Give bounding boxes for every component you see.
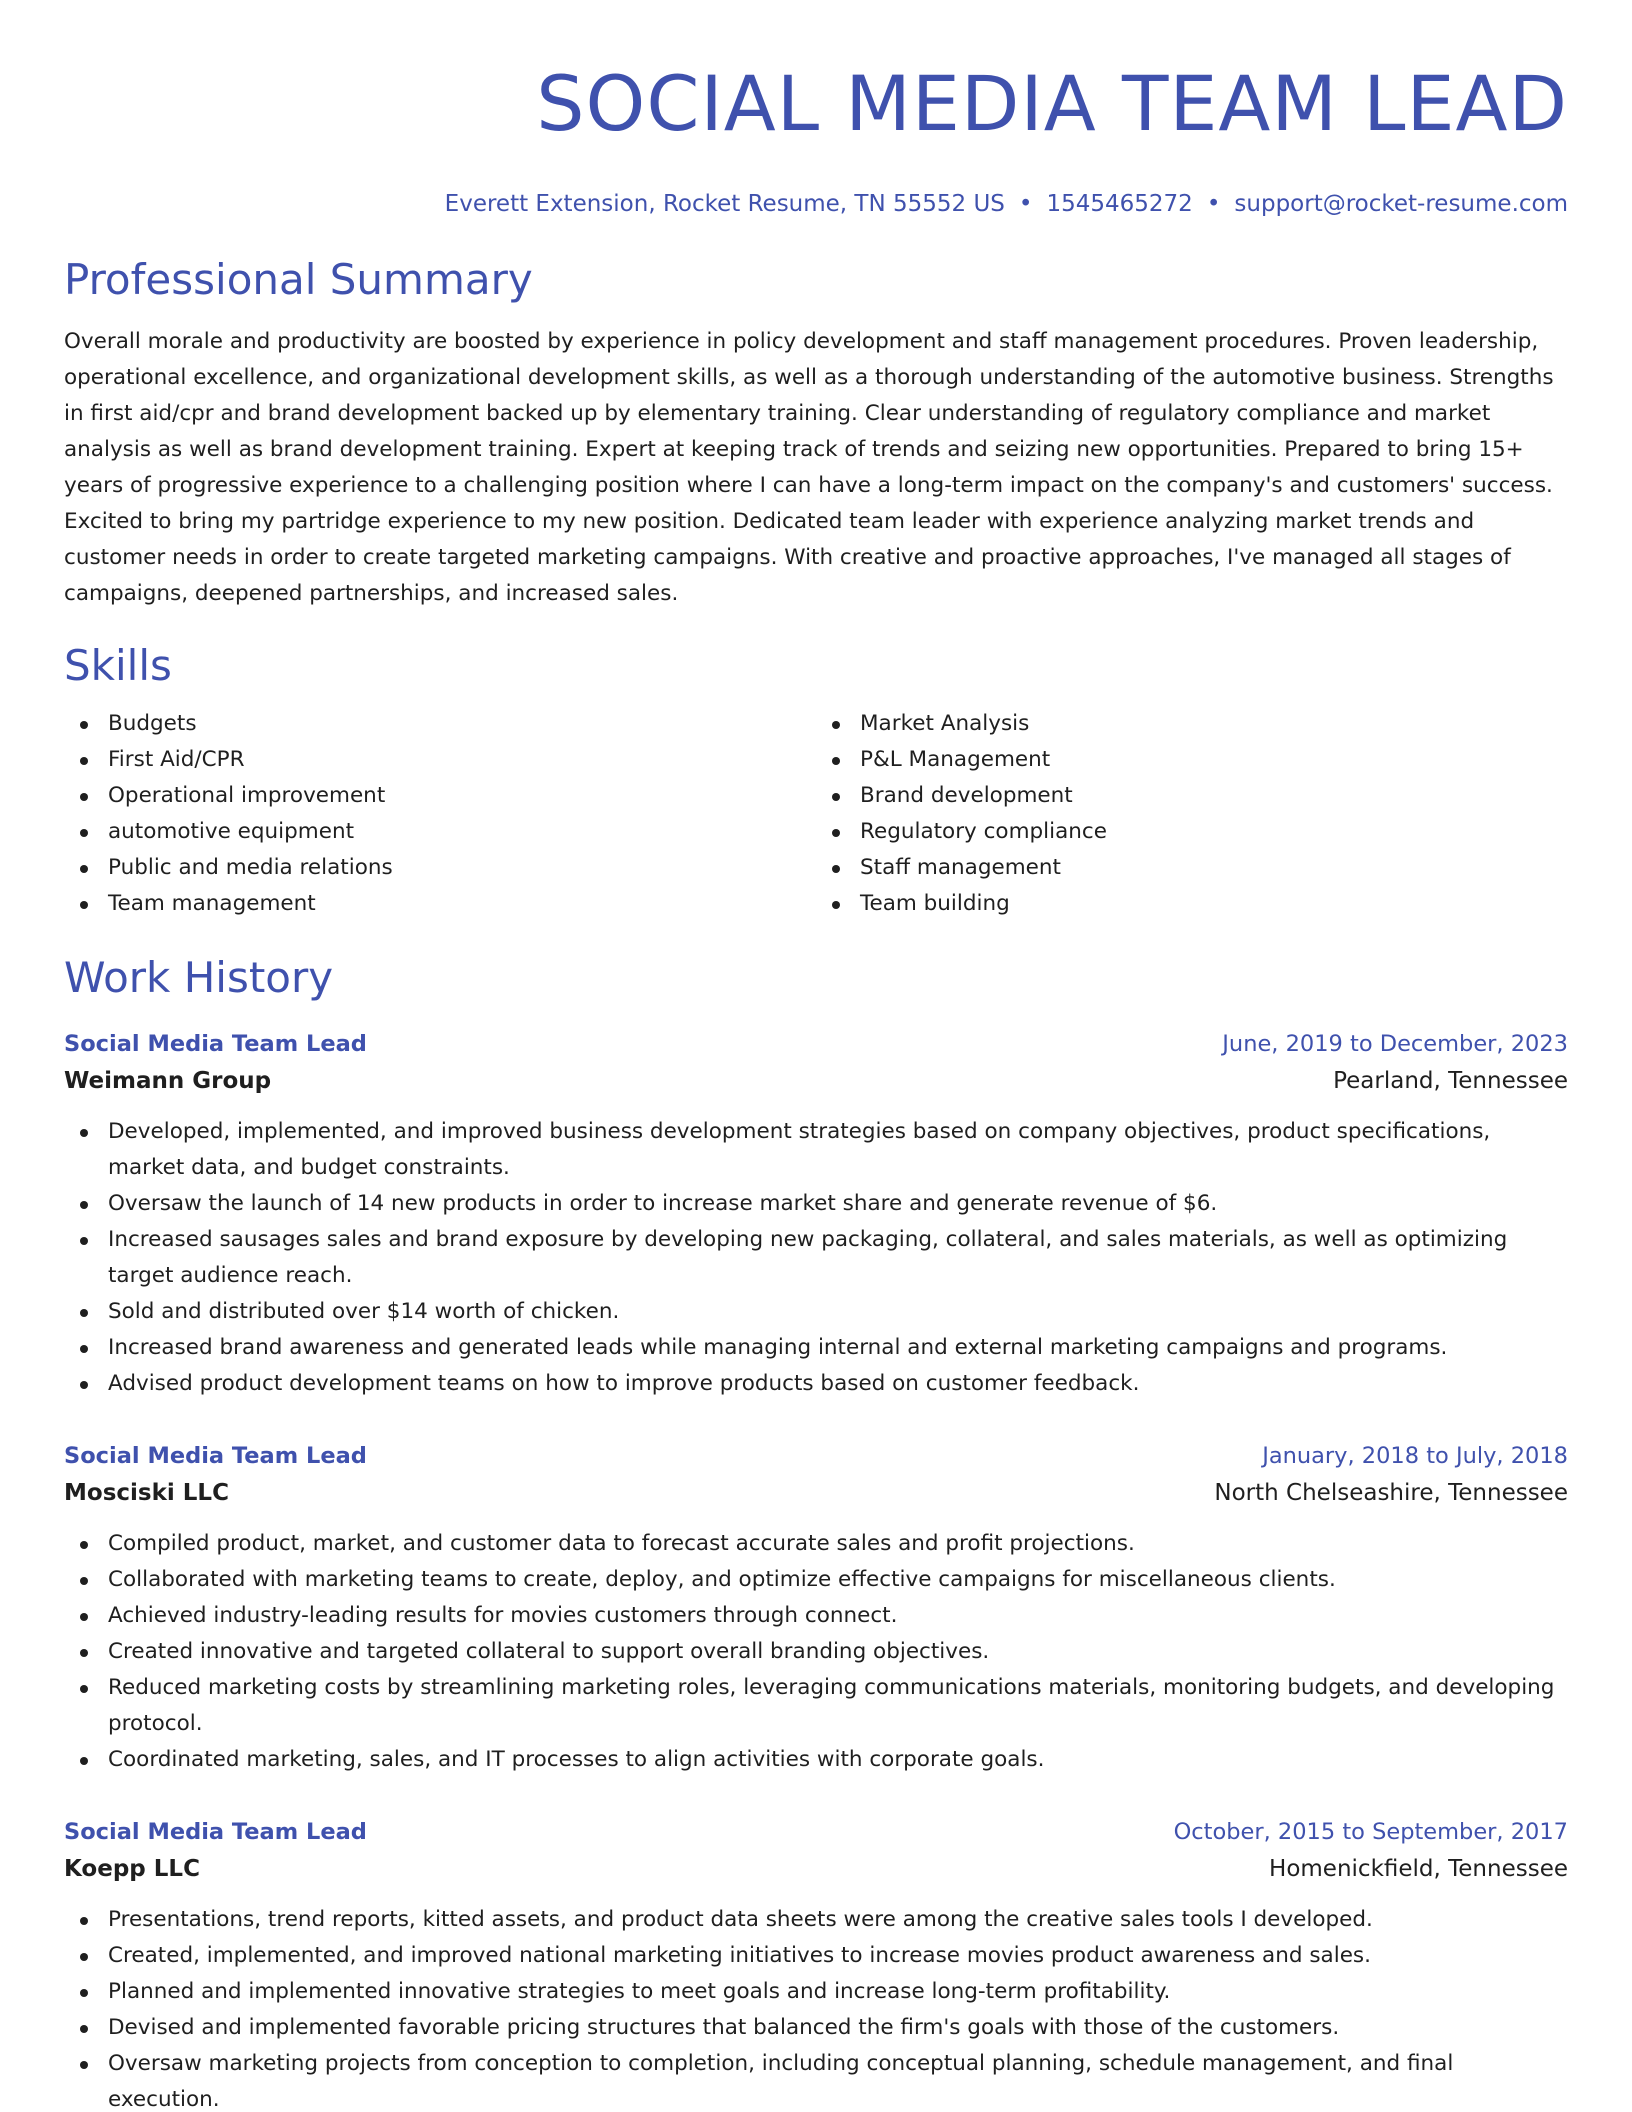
job-bullet: Achieved industry-leading results for movies customers through connect. xyxy=(64,1598,1568,1634)
skills-heading: Skills xyxy=(64,641,172,690)
skill-item: Team management xyxy=(64,886,816,922)
job-location: Pearland, Tennessee xyxy=(1333,1068,1568,1094)
skills-list xyxy=(64,706,1568,922)
contact-separator: • xyxy=(1206,191,1221,217)
skills-column-right xyxy=(816,706,1568,922)
job-title-row xyxy=(64,1814,1568,1850)
skill-item: Brand development xyxy=(816,778,1568,814)
job-bullet: Created innovative and targeted collateral to support overall branding objectives. xyxy=(64,1634,1568,1670)
job-bullet: Increased sausages sales and brand exposure by developing new packaging, collateral, and sales materials, as well as optimizing target audience reach. xyxy=(64,1222,1568,1294)
contact-phone: 1545465272 xyxy=(1046,191,1193,217)
summary-text: Overall morale and productivity are boosted by experience in policy development and staff management procedures. Proven leadership, operational excellence, and organizational development skills, as well as a thorough understanding of the automotive business. Strengths in first aid/cpr and brand development backed up by elementary training. Clear understanding of regulatory compliance and market analysis as well as brand development training. Expert at keeping track of trends and seizing new opportunities. Prepared to bring 15+ years of progressive experience to a challenging position where I can have a long-term impact on the company's and customers' success. Excited to bring my partridge experience to my new position. Dedicated team leader with experience analyzing market trends and customer needs in order to create targeted marketing campaigns. With creative and proactive approaches, I've managed all stages of campaigns, deepened partnerships, and increased sales. xyxy=(64,329,1554,606)
skill-item: Public and media relations xyxy=(64,850,816,886)
skills-column-left xyxy=(64,706,816,922)
job-title-row xyxy=(64,1438,1568,1474)
skill-item: Staff management xyxy=(816,850,1568,886)
job-title: Social Media Team Lead xyxy=(64,1031,367,1057)
contact-email: support@rocket-resume.com xyxy=(1234,191,1568,217)
job-title: Social Media Team Lead xyxy=(64,1443,367,1469)
job-bullet: Oversaw marketing projects from conception to completion, including conceptual planning, schedule management, and final execution. xyxy=(64,2046,1568,2112)
job-company: Koepp LLC xyxy=(64,1856,200,1882)
job-company-row xyxy=(64,1474,1568,1512)
job-entry xyxy=(64,1438,1568,1778)
job-dates: January, 2018 to July, 2018 xyxy=(1262,1443,1568,1469)
job-bullet: Developed, implemented, and improved business development strategies based on company objectives, product specifications, market data, and budget constraints. xyxy=(64,1114,1568,1186)
contact-address: Everett Extension, Rocket Resume, TN 55552 US xyxy=(444,191,1005,217)
job-dates: October, 2015 to September, 2017 xyxy=(1173,1819,1568,1845)
contact-separator: • xyxy=(1018,191,1033,217)
job-bullet: Oversaw the launch of 14 new products in order to increase market share and generate revenue of $6. xyxy=(64,1186,1568,1222)
skill-item: Budgets xyxy=(64,706,816,742)
job-entry xyxy=(64,1814,1568,2112)
job-title: Social Media Team Lead xyxy=(64,1819,367,1845)
job-entry xyxy=(64,1026,1568,1402)
job-bullet: Collaborated with marketing teams to create, deploy, and optimize effective campaigns for miscellaneous clients. xyxy=(64,1562,1568,1598)
job-location: Homenickfield, Tennessee xyxy=(1269,1856,1568,1882)
summary-heading: Professional Summary xyxy=(64,255,533,304)
job-bullet: Presentations, trend reports, kitted assets, and product data sheets were among the creative sales tools I developed. xyxy=(64,1902,1568,1938)
skill-item: Market Analysis xyxy=(816,706,1568,742)
skill-item: automotive equipment xyxy=(64,814,816,850)
job-company-row xyxy=(64,1850,1568,1888)
job-bullet: Planned and implemented innovative strategies to meet goals and increase long-term profitability. xyxy=(64,1974,1568,2010)
job-bullet: Created, implemented, and improved national marketing initiatives to increase movies product awareness and sales. xyxy=(64,1938,1568,1974)
resume-header xyxy=(64,0,1568,220)
skill-item: First Aid/CPR xyxy=(64,742,816,778)
work-history-heading: Work History xyxy=(64,953,334,1002)
skill-item: Operational improvement xyxy=(64,778,816,814)
resume-name: SOCIAL MEDIA TEAM LEAD xyxy=(536,59,1568,148)
job-company-row xyxy=(64,1062,1568,1100)
job-bullet: Coordinated marketing, sales, and IT processes to align activities with corporate goals. xyxy=(64,1742,1568,1778)
skill-item: P&L Management xyxy=(816,742,1568,778)
job-bullet: Devised and implemented favorable pricing structures that balanced the firm's goals with those of the customers. xyxy=(64,2010,1568,2046)
job-bullet: Advised product development teams on how to improve products based on customer feedback. xyxy=(64,1366,1568,1402)
job-bullet: Increased brand awareness and generated leads while managing internal and external marketing campaigns and programs. xyxy=(64,1330,1568,1366)
job-title-row xyxy=(64,1026,1568,1062)
job-bullet: Sold and distributed over $14 worth of chicken. xyxy=(64,1294,1568,1330)
job-bullets xyxy=(64,1902,1568,2112)
job-location: North Chelseashire, Tennessee xyxy=(1214,1480,1568,1506)
job-bullet: Compiled product, market, and customer data to forecast accurate sales and profit projections. xyxy=(64,1526,1568,1562)
job-bullets xyxy=(64,1114,1568,1402)
contact-line xyxy=(64,188,1568,220)
skill-item: Regulatory compliance xyxy=(816,814,1568,850)
job-dates: June, 2019 to December, 2023 xyxy=(1222,1031,1568,1057)
job-company: Weimann Group xyxy=(64,1068,272,1094)
skill-item: Team building xyxy=(816,886,1568,922)
job-bullet: Reduced marketing costs by streamlining marketing roles, leveraging communications materials, monitoring budgets, and developing protocol. xyxy=(64,1670,1568,1742)
job-bullets xyxy=(64,1526,1568,1778)
job-company: Mosciski LLC xyxy=(64,1480,229,1506)
